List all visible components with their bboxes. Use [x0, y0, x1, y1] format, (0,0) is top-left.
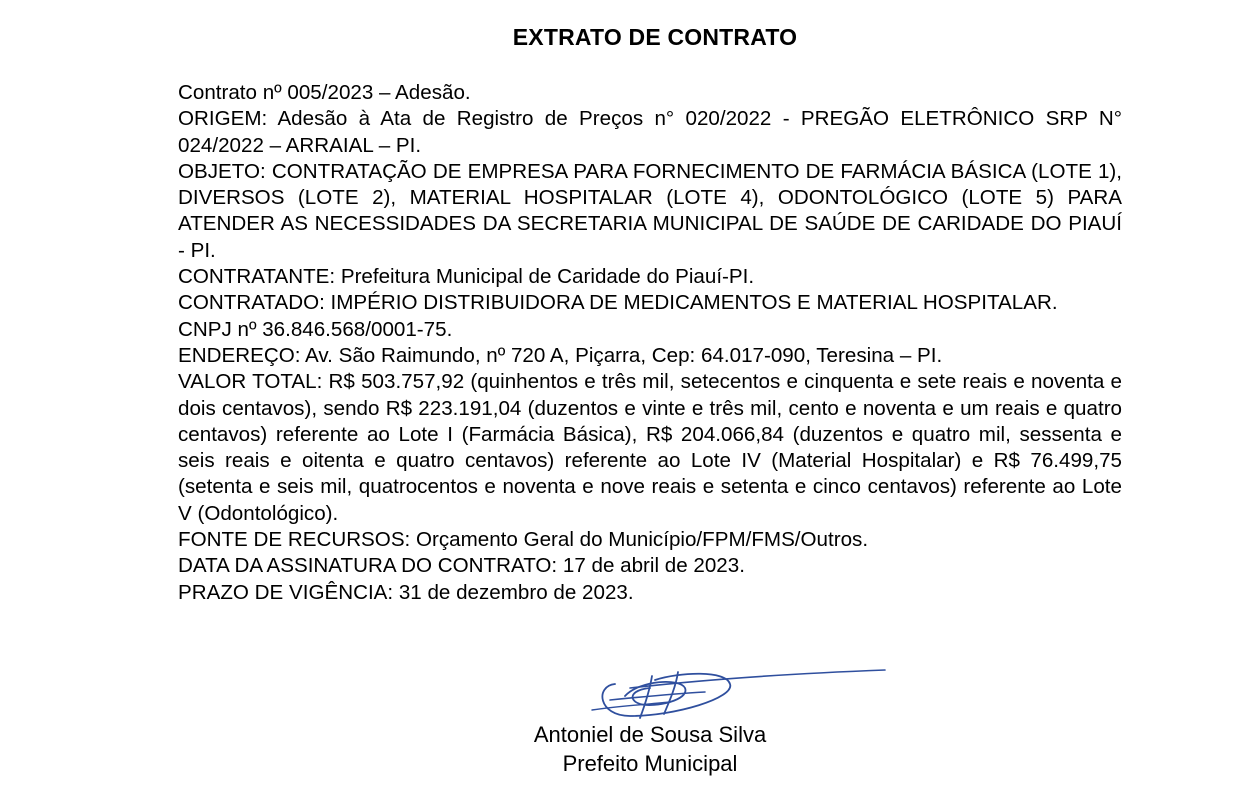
signer-role: Prefeito Municipal — [562, 751, 738, 776]
signature-date: DATA DA ASSINATURA DO CONTRATO: 17 de abril de 2023. — [178, 554, 745, 578]
contract-origin: ORIGEM: Adesão à Ata de Registro de Preços n° 020/2022 - PREGÃO ELETRÔNICO SRP N° 024/2022 – ARRAIAL – PI. — [178, 107, 1122, 157]
contract-body — [178, 80, 1122, 606]
contracting-party: CONTRATANTE: Prefeitura Municipal de Caridade do Piauí-PI. — [178, 265, 755, 289]
contract-object: OBJETO: CONTRATAÇÃO DE EMPRESA PARA FORNECIMENTO DE FARMÁCIA BÁSICA (LOTE 1), DIVERSOS (LOTE 2), MATERIAL HOSPITALAR (LOTE 4), ODONTOLÓGICO (LOTE 5) PARA ATENDER AS NECESSIDADES DA SECRETARIA MUNICIPAL DE SAÚDE DE CARIDADE DO PIAUÍ - PI. — [178, 159, 1122, 262]
validity-period: PRAZO DE VIGÊNCIA: 31 de dezembro de 2023. — [178, 580, 634, 604]
funding-source: FONTE DE RECURSOS: Orçamento Geral do Município/FPM/FMS/Outros. — [178, 528, 869, 552]
total-value: VALOR TOTAL: R$ 503.757,92 (quinhentos e três mil, setecentos e cinquenta e sete reais e noventa e dois centavos), sendo R$ 223.191,04 (duzentos e vinte e três mil, cento e noventa e um reais e quatro centavos) referente ao Lote I (Farmácia Básica), R$ 204.066,84 (duzentos e quatro mil, sessenta e seis reais e oitenta e quatro centavos) referente ao Lote IV (Material Hospitalar) e R$ 76.499,75 (setenta e seis mil, quatrocentos e noventa e nove reais e setenta e cinco centavos) referente ao Lote V (Odontológico). — [178, 370, 1122, 525]
document-title: EXTRATO DE CONTRATO — [512, 24, 798, 50]
cnpj: CNPJ nº 36.846.568/0001-75. — [178, 317, 453, 341]
address: ENDEREÇO: Av. São Raimundo, nº 720 A, Piçarra, Cep: 64.017-090, Teresina – PI. — [178, 343, 943, 367]
contract-number: Contrato nº 005/2023 – Adesão. — [178, 81, 471, 104]
handwritten-signature — [480, 658, 890, 728]
signer-name: Antoniel de Sousa Silva — [533, 722, 767, 747]
signature-scribble-icon — [480, 658, 890, 728]
contracted-party: CONTRATADO: IMPÉRIO DISTRIBUIDORA DE MEDICAMENTOS E MATERIAL HOSPITALAR. — [178, 291, 1058, 315]
